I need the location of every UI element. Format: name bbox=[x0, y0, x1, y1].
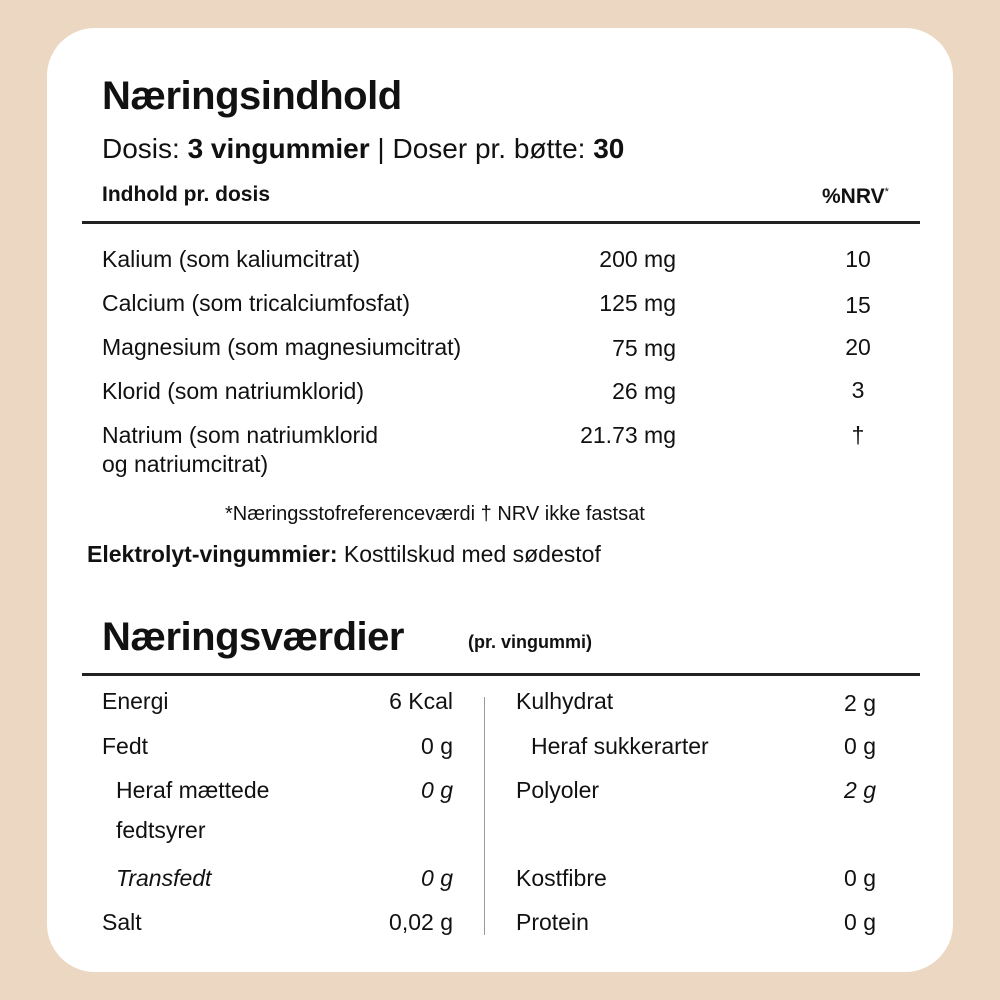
dose-count: 30 bbox=[593, 133, 625, 164]
dose-separator: | Doser pr. bøtte: bbox=[369, 133, 594, 164]
nutrient-nrv: † bbox=[851, 422, 865, 448]
column-divider bbox=[484, 697, 485, 935]
right-value-name: Kostfibre bbox=[516, 865, 607, 891]
left-value-amount: 0 g bbox=[421, 777, 453, 803]
nutrient-amount: 21.73 mg bbox=[580, 422, 676, 448]
left-value-amount: 0 g bbox=[421, 865, 453, 891]
page-title: Næringsindhold bbox=[102, 74, 402, 118]
left-value-name-line2: fedtsyrer bbox=[116, 817, 206, 843]
values-divider bbox=[82, 673, 920, 676]
left-value-amount: 0,02 g bbox=[389, 909, 453, 935]
nutrient-nrv: 15 bbox=[845, 292, 871, 318]
nutrient-name: Kalium (som kaliumcitrat) bbox=[102, 246, 361, 272]
header-divider bbox=[82, 221, 920, 224]
footnote: *Næringsstofreferenceværdi † NRV ikke fastsat bbox=[225, 503, 645, 525]
right-value-name: Protein bbox=[516, 909, 589, 935]
nutrient-nrv: 3 bbox=[851, 377, 865, 403]
nutrient-amount: 200 mg bbox=[599, 246, 676, 272]
nutrient-name: Magnesium (som magnesiumcitrat) bbox=[102, 334, 462, 360]
nutrient-name-line2: og natriumcitrat) bbox=[102, 451, 269, 477]
nutrient-nrv: 10 bbox=[845, 246, 871, 272]
left-value-name: Energi bbox=[102, 688, 169, 714]
left-value-amount: 6 Kcal bbox=[389, 688, 453, 714]
table-header-right bbox=[822, 185, 889, 209]
nutrient-nrv: 20 bbox=[845, 334, 871, 360]
nutrient-amount: 75 mg bbox=[612, 335, 676, 361]
right-value-amount: 0 g bbox=[844, 733, 876, 759]
nutrient-amount: 125 mg bbox=[599, 290, 676, 316]
left-value-amount: 0 g bbox=[421, 733, 453, 759]
dose-amount: 3 vingummier bbox=[187, 133, 370, 164]
nutrient-name: Calcium (som tricalciumfosfat) bbox=[102, 290, 410, 316]
right-value-name: Kulhydrat bbox=[516, 688, 614, 714]
right-value-name: Heraf sukkerarter bbox=[531, 733, 709, 759]
nutrient-name: Natrium (som natriumklorid bbox=[102, 422, 379, 448]
table-header-left: Indhold pr. dosis bbox=[102, 183, 270, 206]
product-name: Elektrolyt-vingummier: bbox=[87, 541, 338, 567]
nrv-asterisk: * bbox=[884, 186, 889, 198]
product-type: Kosttilskud med sødestof bbox=[337, 541, 601, 567]
dose-info bbox=[102, 133, 624, 165]
left-value-name: Fedt bbox=[102, 733, 149, 759]
left-value-name: Transfedt bbox=[116, 865, 212, 891]
right-value-name: Polyoler bbox=[516, 777, 600, 803]
product-description bbox=[87, 541, 601, 568]
right-value-amount: 0 g bbox=[844, 865, 876, 891]
right-value-amount: 2 g bbox=[844, 777, 876, 803]
values-title: Næringsværdier bbox=[102, 615, 404, 659]
left-value-name: Salt bbox=[102, 909, 142, 935]
nrv-label: %NRV bbox=[822, 185, 885, 208]
nutrient-name: Klorid (som natriumklorid) bbox=[102, 378, 365, 404]
right-value-amount: 0 g bbox=[844, 909, 876, 935]
dose-prefix: Dosis: bbox=[102, 133, 188, 164]
nutrient-amount: 26 mg bbox=[612, 378, 676, 404]
values-subtitle: (pr. vingummi) bbox=[468, 632, 593, 652]
left-value-name: Heraf mættede bbox=[116, 777, 270, 803]
right-value-amount: 2 g bbox=[844, 690, 876, 716]
